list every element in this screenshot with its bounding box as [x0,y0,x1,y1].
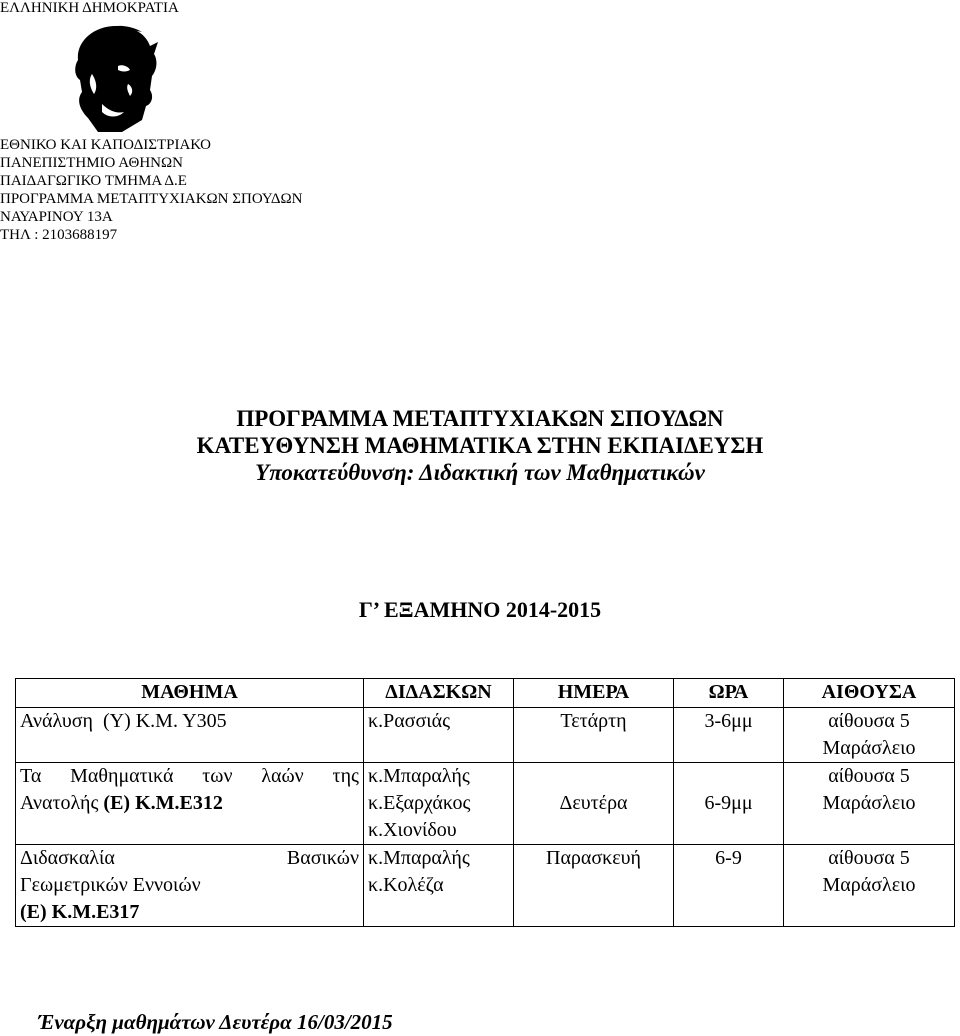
room-cell [784,763,955,845]
column-header-course: ΜΑΘΗΜΑ [16,679,364,708]
day-value: Δευτέρα [559,792,628,814]
room-building: Μαράσλειο [822,737,916,759]
day-cell: Τετάρτη [514,708,674,763]
time-cell: 3-6μμ [674,708,784,763]
instructor-cell [364,845,514,927]
institution-line: ΝΑΥΑΡΙΝΟΥ 13Α [0,209,113,225]
room-number: αίθουσα 5 [828,847,910,869]
instructor-name: κ.Χιονίδου [368,819,457,841]
course-name-line [20,845,359,872]
room-number: αίθουσα 5 [828,765,910,787]
time-cell [674,763,784,845]
institution-line: ΠΑΝΕΠΙΣΤΗΜΙΟ ΑΘΗΝΩΝ [0,155,183,171]
table-row [16,845,955,927]
instructor-cell [364,763,514,845]
column-header-instructor: ΔΙΔΑΣΚΩΝ [364,679,514,708]
room-cell [784,845,955,927]
program-heading [0,405,960,486]
course-word: Διδασκαλία [20,847,115,869]
course-code: (Ε) Κ.Μ.Ε312 [103,792,223,814]
room-number: αίθουσα 5 [828,710,910,732]
course-word: Ανατολής [20,792,99,814]
table-row [16,708,955,763]
course-name-line [20,763,359,790]
room-building: Μαράσλειο [822,792,916,814]
instructor-name: κ.Μπαραλής [368,765,470,787]
course-word: Βασικών [286,847,359,869]
course-word: Τα [20,765,42,787]
institution-line: ΠΡΟΓΡΑΜΜΑ ΜΕΤΑΠΤΥΧΙΑΚΩΝ ΣΠΟΥΔΩΝ [0,191,303,207]
institution-line: ΠΑΙΔΑΓΩΓΙΚΟ ΤΜΗΜΑ Δ.Ε [0,173,187,189]
course-cell [16,763,364,845]
course-cell [16,845,364,927]
table-row [16,763,955,845]
time-value: 6-9μμ [704,792,753,814]
instructor-name: κ.Μπαραλής [368,847,470,869]
course-name: Ανάλυση [20,710,93,732]
institution-line: ΤΗΛ : 2103688197 [0,227,118,243]
day-cell [514,763,674,845]
room-cell [784,708,955,763]
column-header-day: ΗΜΕΡΑ [514,679,674,708]
course-word: λαών [261,765,304,787]
course-start-note: Έναρξη μαθημάτων Δευτέρα 16/03/2015 [38,1010,393,1034]
time-cell: 6-9 [674,845,784,927]
instructor-name: κ.Κολέζα [368,874,444,896]
university-logo [58,20,168,135]
column-header-room: ΑΙΘΟΥΣΑ [784,679,955,708]
state-name: ΕΛΛΗΝΙΚΗ ΔΗΜΟΚΡΑΤΙΑ [0,0,179,16]
course-code: (Υ) Κ.Μ. Υ305 [102,710,227,732]
table-header-row [16,679,955,708]
course-code: (Ε) Κ.Μ.Ε317 [20,901,140,923]
institution-block [0,136,303,244]
course-name-line: Γεωμετρικών Εννοιών [20,874,201,896]
schedule-table [15,678,955,927]
program-subdirection: Υποκατεύθυνση: Διδακτική των Μαθηματικών [255,460,705,485]
institution-line: ΕΘΝΙΚΟ ΚΑΙ ΚΑΠΟΔΙΣΤΡΙΑΚΟ [0,137,211,153]
course-word: Μαθηματικά [70,765,174,787]
course-cell [16,708,364,763]
instructor-name: κ.Εξαρχάκος [368,792,471,814]
course-name-line [20,790,359,817]
instructor-cell [364,708,514,763]
column-header-time: ΩΡΑ [674,679,784,708]
semester-title: Γ’ ΕΞΑΜΗΝΟ 2014-2015 [358,597,602,622]
program-direction: ΚΑΤΕΥΘΥΝΣΗ ΜΑΘΗΜΑΤΙΚΑ ΣΤΗΝ ΕΚΠΑΙΔΕΥΣΗ [196,433,764,458]
program-title: ΠΡΟΓΡΑΜΜΑ ΜΕΤΑΠΤΥΧΙΑΚΩΝ ΣΠΟΥΔΩΝ [236,406,724,431]
instructor-name: κ.Ρασσιάς [368,710,451,732]
course-word: της [332,765,359,787]
course-word: των [202,765,233,787]
day-cell: Παρασκευή [514,845,674,927]
room-building: Μαράσλειο [822,874,916,896]
